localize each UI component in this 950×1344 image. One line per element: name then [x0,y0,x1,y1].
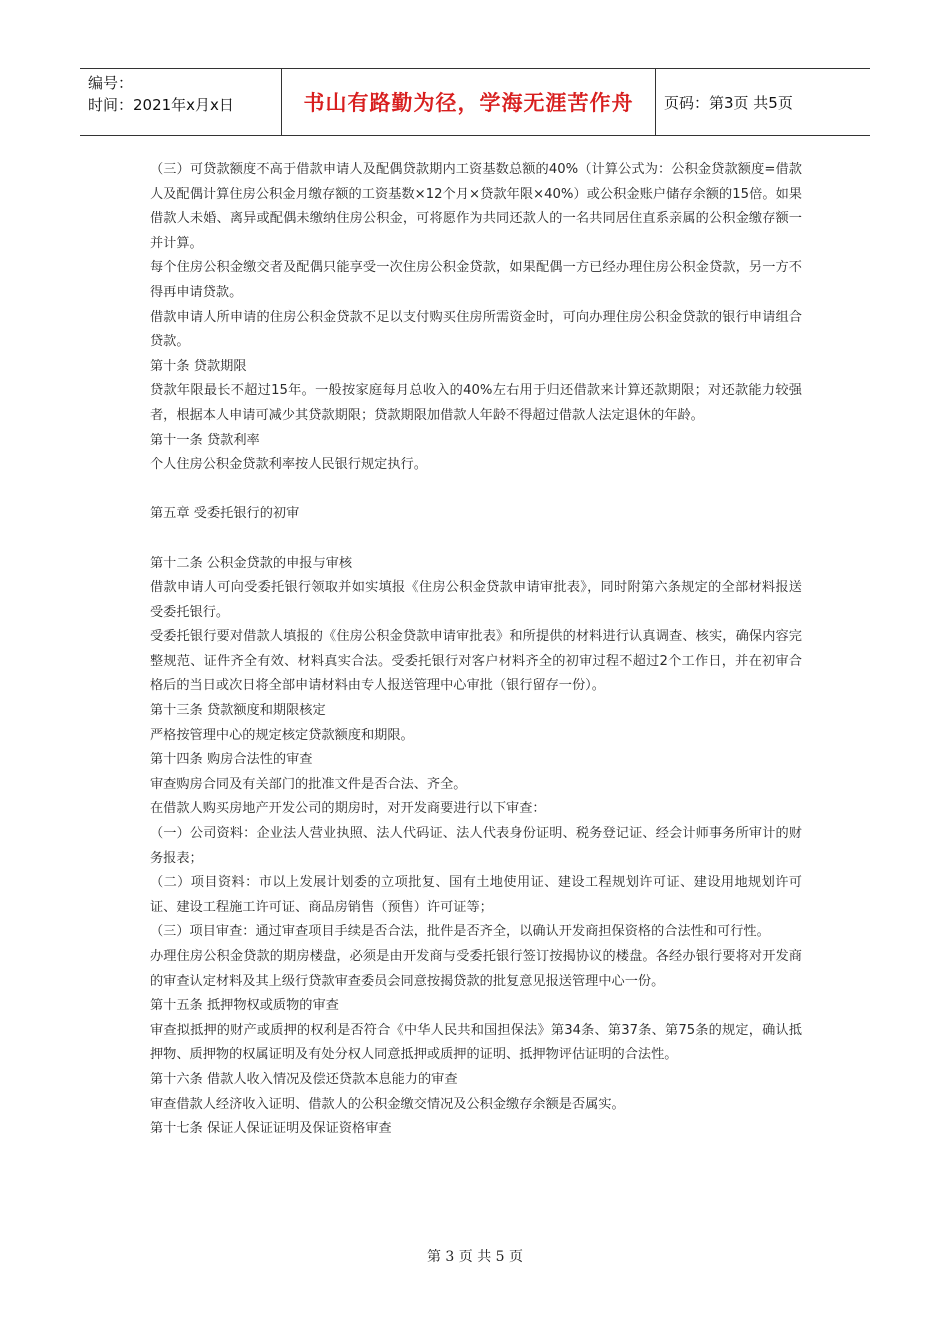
document-number-label: 编号： [88,74,134,92]
blank-line [150,527,802,552]
body-paragraph: 办理住房公积金贷款的期房楼盘，必须是由开发商与受委托银行签订按揭协议的楼盘。各经办银行要将对开发商的审查认定材料及其上级行贷款审查委员会同意按揭贷款的批复意见报送管理中心一份。 [150,949,802,989]
article-heading: 第十七条 保证人保证证明及保证资格审查 [150,1121,392,1137]
header-meta [80,69,282,135]
body-paragraph: 审查借款人经济收入证明、借款人的公积金缴交情况及公积金缴存余额是否属实。 [150,1096,625,1112]
article-heading: 第十四条 购房合法性的审查 [150,752,313,768]
header-motto: 书山有路勤为径，学海无涯苦作舟 [282,69,656,135]
page-footer: 第 3 页 共 5 页 [426,1249,524,1265]
article-heading: 第十条 贷款期限 [150,358,247,374]
body-paragraph: （一）公司资料：企业法人营业执照、法人代码证、法人代表身份证明、税务登记证、经会计师事务所审计的财务报表； [150,826,802,866]
body-paragraph: （三）可贷款额度不高于借款申请人及配偶贷款期内工资基数总额的40%（计算公式为：公积金贷款额度=借款人及配偶计算住房公积金月缴存额的工资基数×12个月×贷款年限×40%）或公积金账户储存余额的15倍。如果借款人未婚、离异或配偶未缴纳住房公积金，可将愿作为共同还款人的一名共同居住直系亲属的公积金缴存额一并计算。 [150,162,802,251]
document-body [150,158,802,1142]
body-paragraph: 在借款人购买房地产开发公司的期房时，对开发商要进行以下审查： [150,801,546,817]
body-paragraph: 每个住房公积金缴交者及配偶只能享受一次住房公积金贷款，如果配偶一方已经办理住房公积金贷款，另一方不得再申请贷款。 [150,260,802,300]
document-time-label: 时间：2021年x月x日 [88,96,234,114]
blank-line [150,478,802,503]
page-header [80,68,870,136]
body-paragraph: 借款申请人可向受委托银行领取并如实填报《住房公积金贷款申请审批表》，同时附第六条规定的全部材料报送受委托银行。 [150,580,802,620]
body-paragraph: 审查拟抵押的财产或质押的权利是否符合《中华人民共和国担保法》第34条、第37条、第75条的规定，确认抵押物、质押物的权属证明及有处分权人同意抵押或质押的证明、抵押物评估证明的合法性。 [150,1022,802,1063]
article-heading: 第十三条 贷款额度和期限核定 [150,703,326,719]
body-paragraph: 借款申请人所申请的住房公积金贷款不足以支付购买住房所需资金时，可向办理住房公积金贷款的银行申请组合贷款。 [150,309,802,350]
article-heading: 第十六条 借款人收入情况及偿还贷款本息能力的审查 [150,1071,458,1087]
header-page-indicator: 页码：第3页 共5页 [664,93,793,112]
article-heading: 第十一条 贷款利率 [150,432,260,448]
body-paragraph: 贷款年限最长不超过15年。一般按家庭每月总收入的40%左右用于归还借款来计算还款期限；对还款能力较强者，根据本人申请可减少其贷款期限；贷款期限加借款人年龄不得超过借款人法定退休的年龄。 [150,383,802,423]
body-paragraph: （三）项目审查：通过审查项目手续是否合法，批件是否齐全，以确认开发商担保资格的合法性和可行性。 [150,924,770,940]
body-paragraph: 受委托银行要对借款人填报的《住房公积金贷款申请审批表》和所提供的材料进行认真调查、核实，确保内容完整规范、证件齐全有效、材料真实合法。受委托银行对客户材料齐全的初审过程不超过2个工作日，并在初审合格后的当日或次日将全部申请材料由专人报送管理中心审批（银行留存一份）。 [150,629,802,694]
body-paragraph: 审查购房合同及有关部门的批准文件是否合法、齐全。 [150,776,467,792]
article-heading: 第十五条 抵押物权或质物的审查 [150,998,339,1014]
body-paragraph: 个人住房公积金贷款利率按人民银行规定执行。 [150,457,427,473]
body-paragraph: 严格按管理中心的规定核定贷款额度和期限。 [150,727,414,743]
chapter-heading: 第五章 受委托银行的初审 [150,506,300,522]
body-paragraph: （二）项目资料：市以上发展计划委的立项批复、国有土地使用证、建设工程规划许可证、建设用地规划许可证、建设工程施工许可证、商品房销售（预售）许可证等； [150,875,802,915]
article-heading: 第十二条 公积金贷款的申报与审核 [150,555,353,571]
